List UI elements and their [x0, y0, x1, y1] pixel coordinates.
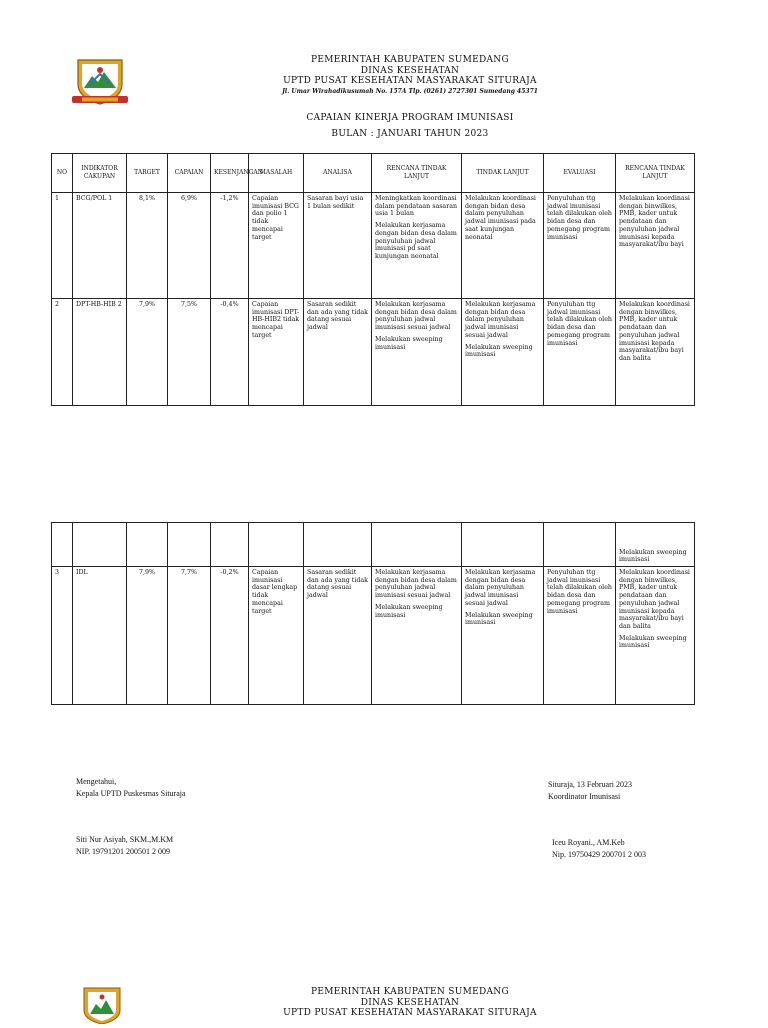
coordinator-title: Koordinator Imunisasi	[548, 792, 621, 801]
document-titles	[150, 110, 670, 142]
rtl-item: Melakukan sweeping imunisasi	[375, 335, 443, 351]
cell-kesenjangan: -1,2%	[211, 193, 249, 299]
cell-indikator: DPT-HB-HIB 2	[73, 299, 127, 406]
acknowledged-label: Mengetahui,	[76, 777, 117, 786]
table-row	[52, 567, 695, 705]
letterhead-government: PEMERINTAH KABUPATEN SUMEDANG	[311, 987, 509, 997]
cell-analisa: Sasaran sedikit dan ada yang tidak datang sesuai jadwal	[304, 567, 372, 705]
tl-item: Melakukan kerjasama dengan bidan desa dalam penyuluhan jadwal imunisasi sesuai jadwal	[465, 569, 536, 607]
cell-evaluasi: Penyuluhan ttg jadwal imunisasi telah dilakukan oleh bidan desa dan pemegang program imunisasi	[544, 193, 616, 299]
header-rtl2: RENCANA TINDAK LANJUT	[616, 154, 695, 193]
table-row	[52, 299, 695, 406]
header-no: NO	[52, 154, 73, 193]
rtl-item: Melakukan sweeping imunisasi	[375, 603, 443, 619]
rtl-item: Melakukan kerjasama dengan bidan desa dalam penyuluhan jadwal imunisasi sesuai jadwal	[375, 569, 457, 600]
table-row	[52, 193, 695, 299]
coordinator-nip: Nip. 19750429 200701 2 003	[552, 850, 646, 859]
letterhead-unit: UPTD PUSAT KESEHATAN MASYARAKAT SITURAJA	[283, 1008, 537, 1018]
letterhead-agency: DINAS KESEHATAN	[360, 997, 460, 1008]
cell-masalah: Capaian imunisasi DPT-HB-HIB2 tidak mencapai target	[249, 299, 304, 406]
tl-item: Melakukan sweeping imunisasi	[465, 611, 533, 627]
cell-rtl2-continuation: Melakukan sweeping imunisasi	[616, 523, 695, 567]
tl-item: Melakukan kerjasama dengan bidan desa dalam penyuluhan jadwal imunisasi sesuai jadwal	[465, 301, 536, 339]
cell-target: 7,9%	[127, 299, 168, 406]
document-title: CAPAIAN KINERJA PROGRAM IMUNISASI	[306, 113, 514, 123]
letterhead-unit: UPTD PUSAT KESEHATAN MASYARAKAT SITURAJA	[283, 76, 537, 86]
cell-kesenjangan: -0,2%	[211, 567, 249, 705]
header-evaluasi: EVALUASI	[544, 154, 616, 193]
cell-evaluasi: Penyuluhan ttg jadwal imunisasi telah dilakukan oleh bidan desa dan pemegang program imunisasi	[544, 299, 616, 406]
signature-right	[548, 779, 646, 861]
rtl-item: Melakukan kerjasama dengan bidan desa dalam penyuluhan jadwal imunisasi pd saat kunjungan neonatal	[375, 222, 457, 260]
tl-item: Melakukan sweeping imunisasi	[465, 343, 533, 359]
cell-indikator: IDL	[73, 567, 127, 705]
cell-masalah: Capaian imunisasi BCG dan polio 1 tidak mencapai target	[249, 193, 304, 299]
performance-table	[51, 153, 695, 406]
header-capaian: CAPAIAN	[168, 154, 211, 193]
cell-masalah: Capaian imunisasi dasar lengkap tidak mencapai target	[249, 567, 304, 705]
cell-kesenjangan: -0,4%	[211, 299, 249, 406]
cell-target: 8,1%	[127, 193, 168, 299]
cell-analisa: Sasaran sedikit dan ada yang tidak datang sesuai jadwal	[304, 299, 372, 406]
header-masalah: MASALAH	[249, 154, 304, 193]
rtl-item: Meningkatkan koordinasi dalam pendataan sasaran usia 1 bulan	[375, 195, 458, 218]
head-title: Kepala UPTD Puskesmas Situraja	[76, 789, 186, 798]
letterhead-page2	[200, 987, 620, 1019]
place-date: Situraja, 13 Februari 2023	[548, 780, 632, 789]
signature-left	[76, 776, 186, 858]
coordinator-name: Iceu Royani., AM.Keb	[552, 838, 625, 847]
kabupaten-sumedang-logo-page2	[78, 984, 126, 1024]
rtl2-item: Melakukan koordinasi dengan binwilkes, PMB, kader untuk pendataan dan penyuluhan jadwal imunisasi kepada masyarakat/ibu bayi dan balita	[619, 301, 690, 362]
performance-table-continued	[51, 522, 695, 705]
cell-tindak-lanjut	[462, 567, 544, 705]
cell-analisa: Sasaran bayi usia 1 bulan sedikit	[304, 193, 372, 299]
header-indikator: INDIKATOR CAKUPAN	[73, 154, 127, 193]
cell-rtl	[372, 193, 462, 299]
cell-rtl	[372, 299, 462, 406]
document-period: BULAN : JANUARI TAHUN 2023	[331, 129, 489, 139]
tl-item: Melakukan koordinasi dengan bidan desa dalam penyuluhan jadwal imunisasi pada saat kunjungan neonatal	[465, 195, 536, 241]
cell-capaian: 7,5%	[168, 299, 211, 406]
letterhead	[200, 55, 620, 97]
cell-tindak-lanjut	[462, 193, 544, 299]
cell-no: 1	[52, 193, 73, 299]
head-nip: NIP. 19791201 200501 2 009	[76, 847, 171, 856]
cell-evaluasi: Penyuluhan ttg jadwal imunisasi telah dilakukan oleh bidan desa dan pemegang program imunisasi	[544, 567, 616, 705]
rtl2-item: Melakukan koordinasi dengan binwilkes, PMB, kader untuk pendataan dan penyuluhan jadwal imunisasi kepada masyarakat/ibu bayi dan balita	[619, 569, 690, 630]
cell-tindak-lanjut	[462, 299, 544, 406]
cell-indikator: BCG/POL 1	[73, 193, 127, 299]
header-analisa: ANALISA	[304, 154, 372, 193]
head-name: Siti Nur Asiyah, SKM.,M.KM	[76, 835, 174, 844]
cell-target: 7,9%	[127, 567, 168, 705]
cell-capaian: 7,7%	[168, 567, 211, 705]
rtl-item: Melakukan kerjasama dengan bidan desa dalam penyuluhan jadwal imunisasi sesuai jadwal	[375, 301, 457, 332]
letterhead-agency: DINAS KESEHATAN	[360, 65, 460, 76]
header-tindak-lanjut: TINDAK LANJUT	[462, 154, 544, 193]
cell-rtl2	[616, 299, 695, 406]
table-row-continuation	[52, 523, 695, 567]
cell-rtl	[372, 567, 462, 705]
letterhead-government: PEMERINTAH KABUPATEN SUMEDANG	[311, 55, 509, 65]
rtl2-item: Melakukan koordinasi dengan binwilkes, PMB, kader untuk pendataan dan penyuluhan jadwal imunisasi kepada masyarakat/ibu bayi	[619, 195, 690, 249]
cell-rtl2	[616, 567, 695, 705]
header-target: TARGET	[127, 154, 168, 193]
letterhead-address: Jl. Umar Wirahadikusumah No. 157A Tlp. (0261) 2727301 Sumedang 45371	[282, 87, 538, 95]
table-header-row	[52, 154, 695, 193]
header-rtl: RENCANA TINDAK LANJUT	[372, 154, 462, 193]
rtl2-item: Melakukan sweeping imunisasi	[619, 634, 687, 650]
cell-capaian: 6,9%	[168, 193, 211, 299]
kabupaten-sumedang-logo	[68, 54, 132, 108]
header-kesenjangan: KESENJANGAN	[211, 154, 249, 193]
cell-rtl2	[616, 193, 695, 299]
cell-no: 2	[52, 299, 73, 406]
cell-no: 3	[52, 567, 73, 705]
